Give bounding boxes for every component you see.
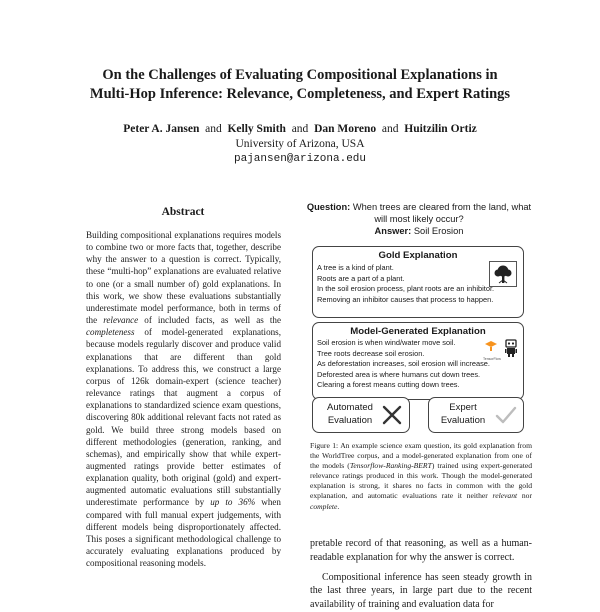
author-3: Dan Moreno [314, 123, 377, 135]
abstract-em-completeness: completeness [86, 327, 135, 338]
cross-icon [381, 404, 403, 426]
caption-part-1: Figure 1: An example science exam question, its gold explanation from the WorldTree corpus, and a model-generated explanation from one of the models ( [310, 441, 532, 471]
title-line-2: Multi-Hop Inference: Relevance, Completeness, and Expert Ratings [89, 86, 511, 102]
gold-fact-3: In the soil erosion process, plant roots are an inhibitor. [317, 284, 495, 294]
answer-text: Soil Erosion [413, 226, 464, 236]
automated-evaluation-label: Automated Evaluation [327, 402, 373, 426]
abstract-em-relevance: relevance [103, 315, 139, 326]
caption-em-model: Tensorflow-Ranking-BERT [349, 461, 432, 471]
email-link[interactable]: pajansen@arizona.edu [233, 153, 367, 165]
expert-evaluation-box [428, 397, 524, 433]
body-text [310, 537, 532, 612]
robot-icon [503, 337, 519, 359]
figure-question [306, 201, 532, 225]
tensorflow-logo-text: TensorFlow [483, 357, 501, 361]
model-fact-5: Clearing a forest means cutting down trees. [317, 380, 460, 390]
figure-answer [306, 225, 532, 237]
caption-em-relevant: relevant [492, 491, 518, 501]
model-fact-1: Soil erosion is when wind/water move soil. [317, 338, 456, 347]
automated-evaluation-box [312, 397, 410, 433]
title-line-1: On the Challenges of Evaluating Compositional Explanations in [102, 67, 498, 83]
body-paragraph-2: Compositional inference has seen steady growth in the last three years, in large part due to the recent availability of training and evaluation data for [310, 571, 532, 611]
affiliation: University of Arizona, USA [235, 138, 365, 150]
tree-icon [489, 261, 517, 287]
abstract-part-2: of included facts, as well as the [138, 315, 281, 326]
caption-part-3: nor [517, 491, 532, 501]
question-text: When trees are cleared from the land, what will most likely occur? [352, 202, 532, 224]
model-fact-3: As deforestation increases, soil erosion will increase. [317, 359, 490, 369]
model-fact-2: Tree roots decrease soil erosion. [317, 348, 425, 358]
author-4: Huitzilin Ortiz [404, 123, 477, 135]
caption-em-complete: complete [310, 501, 338, 511]
body-paragraph-1: pretable record of that reasoning, as well as a human-readable explanation for why the answer is correct. [310, 538, 532, 563]
author-and-3: and [381, 123, 399, 135]
paper-title [40, 66, 560, 104]
figure-caption [310, 441, 532, 512]
abstract-part-4: when compared with full manual expert judgements, with different models being disproportionately affected. This poses a significant methodological challenge to accurately evaluating explanations produced by compositional reasoning models. [86, 497, 281, 569]
author-and-2: and [291, 123, 309, 135]
author-1: Peter A. Jansen [123, 123, 200, 135]
model-explanation-title: Model-Generated Explanation [350, 326, 486, 337]
author-list [40, 122, 560, 137]
model-fact-4: Deforested area is where humans cut down trees. [317, 369, 481, 379]
figure-1 [306, 201, 532, 426]
gold-fact-1: A tree is a kind of plant. [317, 263, 394, 272]
caption-part-2: ) trained using expert-generated relevance ratings produced in this work. Though the model-generated explanation is strong, it shares no facts in common with the gold explanation, and automatic evaluations rate it neither [310, 461, 532, 501]
author-and-1: and [205, 123, 222, 135]
abstract-text [86, 229, 281, 569]
abstract-part-1: Building compositional explanations requires models to combine two or more facts that, together, describe why the answer to a question is correct. Typically, these “multi-hop” explanations are evaluated relative to one (or a small number of) gold explanations. In this work, we show these evaluations substantially underestimate model performance, both in terms of the [86, 230, 281, 326]
abstract-part-3: of model-generated explanations, because models regularly discover and produce valid explanations that are different than gold explanations. To address this, we construct a large corpus of 126k domain-expert (science teacher) relevance ratings that augment a corpus of explanations to standardized science exam questions, discovering 80k additional relevant facts not rated as gold. We build three strong models based on different methodologies (generation, ranking, and schemas), and empirically show that while expert-augmented ratings provide better estimates of explanation quality, both original (gold) and expert-augmented automatic evaluations still substantially underestimate performance by [86, 327, 281, 508]
gold-fact-2: Roots are a part of a plant. [317, 273, 405, 283]
gold-explanation-title: Gold Explanation [378, 250, 458, 261]
answer-label: Answer: [374, 226, 412, 236]
question-label: Question: [306, 202, 351, 212]
author-2: Kelly Smith [227, 123, 286, 135]
abstract-em-percent: up to 36% [210, 497, 256, 508]
caption-part-4: . [337, 501, 340, 511]
check-icon [494, 404, 518, 426]
expert-evaluation-label: Expert Evaluation [440, 402, 486, 426]
tensorflow-logo-icon [483, 339, 501, 361]
gold-fact-4: Removing an inhibitor causes that process to happen. [317, 294, 494, 304]
model-explanation-box [312, 322, 524, 400]
abstract-heading: Abstract [161, 206, 205, 218]
gold-explanation-box [312, 246, 524, 318]
